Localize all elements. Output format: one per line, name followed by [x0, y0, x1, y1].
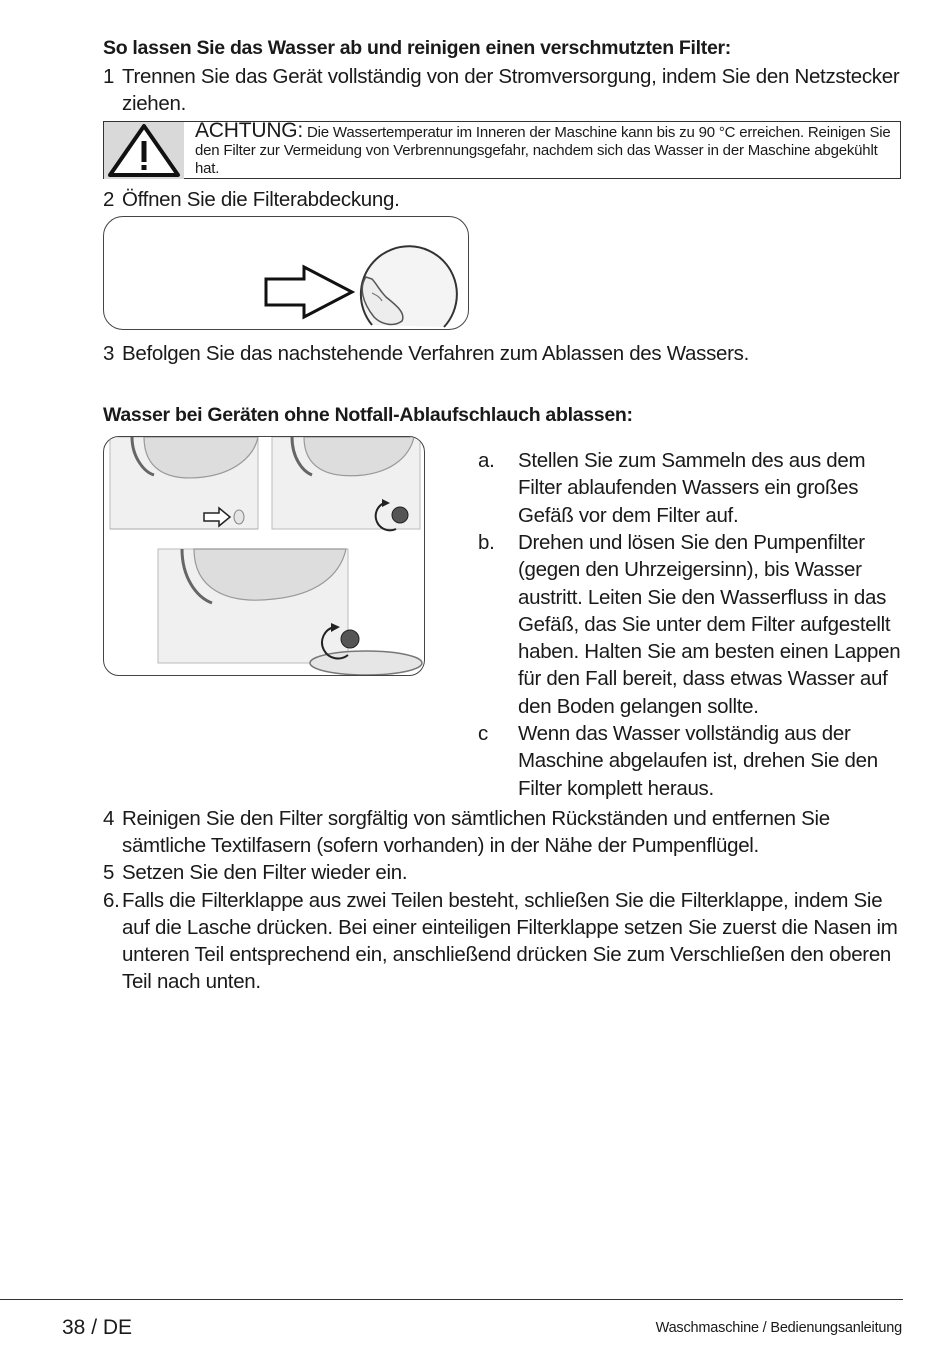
drain-filter-illustration [103, 436, 425, 676]
step-text: Öffnen Sie die Filterabdeckung. [122, 188, 400, 211]
substep-a [478, 447, 908, 529]
step-text: Falls die Filterklappe aus zwei Teilen besteht, schließen Sie die Filterklappe, indem Sie auf die Lasche drücken. Bei einer einteiligen Filterklappe setzen Sie zuerst die Nasen im unteren Teil entsprechend ein, anschließend drücken Sie zum Verschließen den oberen Teil nach unten. [122, 889, 898, 993]
warning-box [103, 121, 901, 179]
step-5 [103, 859, 903, 886]
step-1 [103, 63, 903, 117]
step-number: 4 [103, 807, 115, 830]
page-number: 38 / DE [62, 1316, 133, 1339]
step-number: 2 [103, 188, 115, 211]
warning-body: Die Wassertemperatur im Inneren der Maschine kann bis zu 90 °C erreichen. Reinigen Sie den Filter zur Vermeidung von Verbrennungsgefahr, nachdem sich das Wasser in der Maschine abgekühlt hat. [195, 124, 891, 177]
warning-triangle-icon [104, 122, 184, 179]
section-heading: So lassen Sie das Wasser ab und reinigen einen verschmutzten Filter: [103, 37, 731, 59]
step-6 [103, 887, 903, 995]
step-3 [103, 340, 903, 367]
substep-label: c [478, 722, 488, 745]
footer-title: Waschmaschine / Bedienungsanleitung [655, 1320, 902, 1336]
substep-text: Wenn das Wasser vollständig aus der Maschine abgelaufen ist, drehen Sie den Filter komplett heraus. [518, 722, 878, 800]
substep-label: a. [478, 449, 495, 472]
subsection-heading: Wasser bei Geräten ohne Notfall-Ablaufschlauch ablassen: [103, 404, 633, 426]
substep-label: b. [478, 531, 495, 554]
step-number: 3 [103, 342, 115, 365]
footer-divider [0, 1299, 903, 1300]
substep-text: Stellen Sie zum Sammeln des aus dem Filter ablaufenden Wassers ein großes Gefäß vor dem Filter auf. [518, 449, 866, 527]
step-text: Setzen Sie den Filter wieder ein. [122, 861, 408, 884]
substep-b [478, 529, 908, 720]
step-text: Befolgen Sie das nachstehende Verfahren zum Ablassen des Wassers. [122, 342, 750, 365]
step-number: 1 [103, 65, 115, 88]
step-number: 5 [103, 861, 115, 884]
warning-title: ACHTUNG: [195, 119, 304, 142]
filter-cover-illustration [103, 216, 469, 330]
step-4 [103, 805, 903, 859]
warning-text [195, 119, 895, 178]
substep-text: Drehen und lösen Sie den Pumpenfilter (gegen den Uhrzeigersinn), bis Wasser austritt. Leiten Sie den Wasserfluss in das Gefäß, das Sie unter dem Filter aufgestellt haben. Halten Sie am besten einen Lappen für den Fall bereit, dass etwas Wasser auf den Boden gelangen sollte. [518, 531, 901, 718]
step-number: 6. [103, 889, 120, 912]
step-text: Reinigen Sie den Filter sorgfältig von sämtlichen Rückständen und entfernen Sie sämtliche Textilfasern (sofern vorhanden) in der Nähe der Pumpenflügel. [122, 807, 830, 857]
step-text: Trennen Sie das Gerät vollständig von der Stromversorgung, indem Sie den Netzstecker ziehen. [122, 65, 900, 115]
substep-c [478, 720, 908, 802]
step-2 [103, 186, 903, 213]
